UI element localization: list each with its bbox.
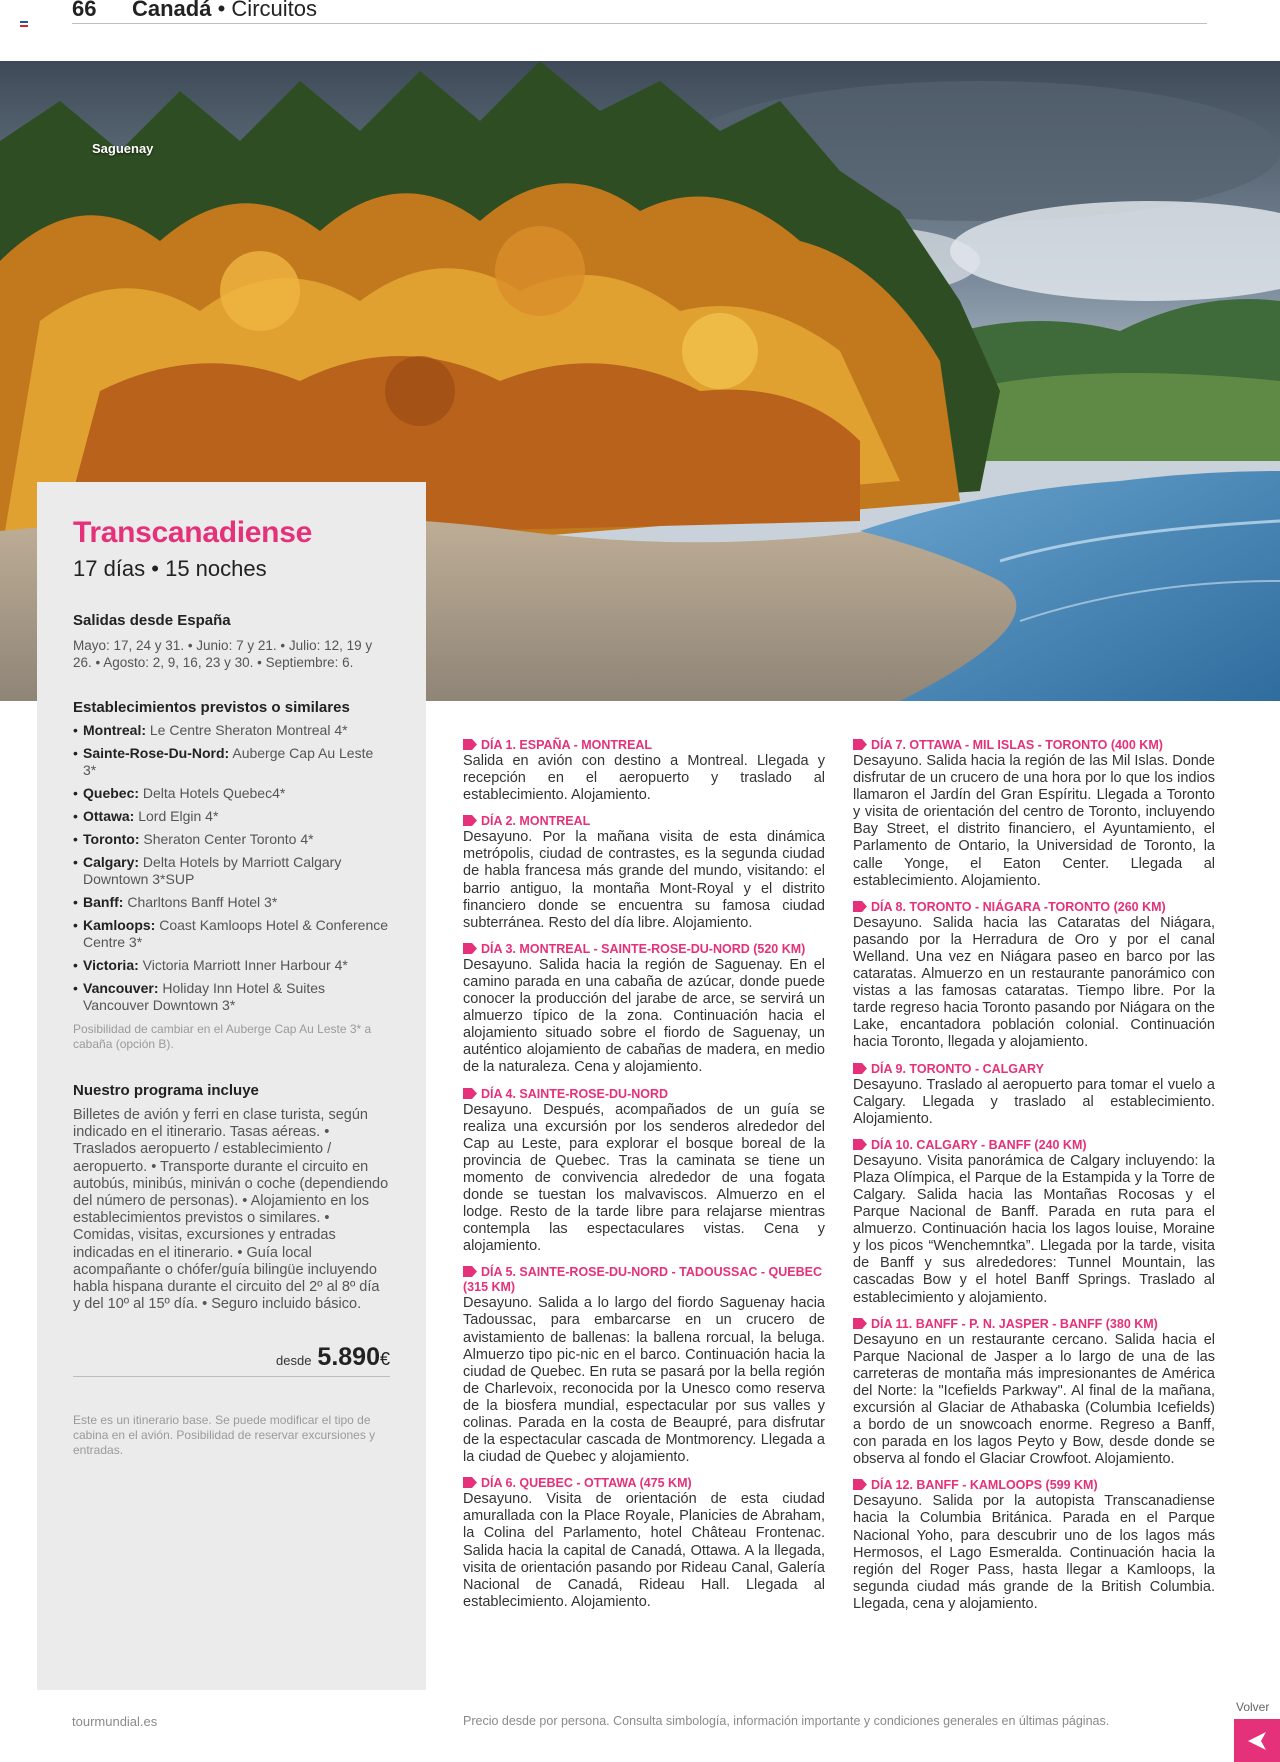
hotel-item: • Sainte-Rose-Du-Nord: Auberge Cap Au Leste 3*	[73, 745, 390, 779]
page-number: 66	[72, 0, 97, 21]
itinerary-day	[463, 1087, 825, 1256]
hotel-item: • Montreal: Le Centre Sheraton Montreal 4*	[73, 722, 390, 739]
itinerary-footnote: Este es un itinerario base. Se puede modificar el tipo de cabina en el avión. Posibilidad de reservar excursiones y entradas.	[73, 1413, 376, 1458]
hotels-heading: Establecimientos previstos o similares	[73, 699, 350, 716]
itinerary-day	[853, 1062, 1215, 1128]
day-description: Desayuno. Salida por la autopista Transcanadiense hacia la Columbia Británica. Parada en el Parque Nacional Yoho, para descubrir uno de los lagos más Hermosos, el Lago Esmeralda. Continuación hacia la región del Roger Pass, hasta llegar a Kamloops, la segunda ciudad más grande de la British Columbia. Llegada, cena y alojamiento.	[853, 1493, 1215, 1612]
hotel-item: • Ottawa: Lord Elgin 4*	[73, 808, 390, 825]
itinerary-day	[853, 900, 1215, 1052]
website-link[interactable]: tourmundial.es	[72, 1714, 158, 1729]
program-heading: Nuestro programa incluye	[73, 1082, 259, 1099]
itinerary-day	[463, 1476, 825, 1611]
day-description: Desayuno. Salida a lo largo del fiordo Saguenay hacia Tadoussac, para embarcarse en un crucero de avistamiento de ballenas: la ballena rorcual, la beluga. Almuerzo tipo pic-nic en el barco. Continuación hacia la ciudad de Quebec. En ruta se pasará por la bella región de Charlevoix, reconocida por la Unesco como reserva de la biosfera mundial, espectacular por sus valles y colinas. Parada en la costa de Beaupré, para disfrutar de la espectacular cascada de Montmorency. Llegada a la ciudad de Quebec y alojamiento.	[463, 1295, 825, 1466]
day-description: Desayuno. Traslado al aeropuerto para tomar el vuelo a Calgary. Llegada y traslado al establecimiento. Alojamiento.	[853, 1076, 1215, 1127]
price-row	[73, 1343, 390, 1377]
price-currency: €	[379, 1349, 390, 1370]
title-separator: •	[211, 0, 232, 21]
day-description: Desayuno. Salida hacia la región de Saguenay. En el camino parada en una cabaña de azúcar, donde puede conocer la producción del jarabe de arce, se servirá un almuerzo típico de la zona. Continuación hacia el alojamiento situado sobre el fiordo de Saguenay, un auténtico alojamiento de cabañas de madera, en medio de la naturaleza. Cena y alojamiento.	[463, 956, 825, 1076]
day-title: DÍA 6. QUEBEC - OTTAWA (475 KM)	[481, 1476, 692, 1491]
day-title: DÍA 4. SAINTE-ROSE-DU-NORD	[481, 1086, 669, 1101]
hotels-list	[73, 722, 390, 1014]
day-description: Desayuno. Salida hacia las Cataratas del Niágara, pasando por la Herradura de Oro y por el canal Welland. Una vez en Niágara paseo en barco por las cataratas. Almuerzo en un restaurante panorámico con vistas a las famosas cataratas. Tiempo libre. Por la tarde regreso hacia Toronto pasando por Niágara on the Lake, encantadora población colonial. Continuación hacia Toronto, llegada y alojamiento.	[853, 914, 1215, 1051]
itinerary-day	[463, 942, 825, 1077]
tour-duration: 17 días • 15 noches	[73, 556, 267, 581]
departures-dates: Mayo: 17, 24 y 31. • Junio: 7 y 21. • Julio: 12, 19 y 26. • Agosto: 2, 9, 16, 23 y 30. • Septiembre: 6.	[73, 638, 373, 670]
day-description: Desayuno. Salida hacia la región de las Mil Islas. Donde disfrutar de un crucero de una hora por lo que los indios llamaron el Jardín del Gran Espíritu. Llegada a Toronto y visita de orientación del centro de Toronto, incluyendo Bay Street, el distrito financiero, el Ayuntamiento, el Parlamento de Ontario, la Universidad de Toronto, la calle Yonge, el Eaton Center. Llegada al establecimiento. Alojamiento.	[853, 753, 1215, 889]
day-title: DÍA 10. CALGARY - BANFF (240 KM)	[871, 1137, 1087, 1152]
itinerary-column-2	[853, 738, 1215, 1623]
itinerary-day	[463, 738, 825, 804]
spain-flag-icon	[20, 21, 28, 27]
day-description: Desayuno. Por la mañana visita de esta dinámica metrópolis, ciudad de contrastes, es la segunda ciudad de habla francesa más grande del mundo, visitando: el barrio antiguo, la montaña Mont-Royal y el distrito financiero donde se encuentra su famosa ciudad subterránea. Resto del día libre. Alojamiento.	[463, 829, 825, 931]
tag-arrow-icon	[463, 739, 477, 750]
tag-arrow-icon	[853, 1063, 867, 1074]
back-button[interactable]	[1234, 1719, 1280, 1762]
hotel-item: • Vancouver: Holiday Inn Hotel & Suites Vancouver Downtown 3*	[73, 980, 390, 1014]
tag-arrow-icon	[853, 1479, 867, 1490]
itinerary-day	[853, 1478, 1215, 1613]
day-title: DÍA 1. ESPAÑA - MONTREAL	[481, 738, 653, 752]
price-prefix: desde	[276, 1353, 312, 1369]
hotel-item: • Victoria: Victoria Marriott Inner Harbour 4*	[73, 957, 390, 974]
itinerary-day	[463, 814, 825, 932]
tag-arrow-icon	[463, 1477, 477, 1488]
itinerary-day	[853, 1317, 1215, 1469]
itinerary-column-1	[463, 738, 825, 1621]
tag-arrow-icon	[853, 739, 867, 750]
hotel-item: • Calgary: Delta Hotels by Marriott Calgary Downtown 3*SUP	[73, 854, 390, 888]
departures-heading: Salidas desde España	[73, 612, 231, 629]
day-description: Salida en avión con destino a Montreal. Llegada y recepción en el aeropuerto y traslado al establecimiento. Alojamiento.	[463, 753, 825, 804]
tag-arrow-icon	[463, 943, 477, 954]
hotel-item: • Banff: Charltons Banff Hotel 3*	[73, 894, 390, 911]
hotels-note: Posibilidad de cambiar en el Auberge Cap Au Leste 3* a cabaña (opción B).	[73, 1022, 372, 1051]
tour-title: Transcanadiense	[73, 516, 312, 549]
day-title: DÍA 11. BANFF - P. N. JASPER - BANFF (380 KM)	[871, 1316, 1158, 1331]
tag-arrow-icon	[463, 1088, 477, 1099]
section-name: Circuitos	[231, 0, 317, 21]
day-description: Desayuno. Después, acompañados de un guía se realiza una excursión por los senderos alrededor del Cap au Leste, para explorar el bosque boreal de la provincia de Quebec. Tras la caminata se tiene un momento de convivencia alrededor de una fogata donde se tuestan los malvaviscos. Almuerzo en el lodge. Resto de la tarde libre para relajarse mientras contempla las espectaculares vistas. Cena y alojamiento.	[463, 1101, 825, 1255]
tag-arrow-icon	[463, 815, 477, 826]
page-header	[72, 0, 1207, 24]
price-value: 5.890	[317, 1343, 380, 1372]
itinerary-day	[463, 1265, 825, 1466]
hotel-item: • Quebec: Delta Hotels Quebec4*	[73, 785, 390, 802]
day-description: Desayuno. Visita panorámica de Calgary incluyendo: la Plaza Olímpica, el Parque de la Estampida y la Torre de Calgary. Salida hacia las Montañas Rocosas y el Parque Nacional de Banff. Parada en ruta para el almuerzo. Continuación hacia los lagos louise, Moraine y los picos “Wenchemntka”. Llegada por la tarde, visita de Banff y sus alrededores: Tunnel Mountain, las cascadas Bow y el hotel Banff Springs. Traslado al establecimiento y alojamiento.	[853, 1152, 1215, 1306]
price-disclaimer: Precio desde por persona. Consulta simbología, información importante y condiciones generales en últimas páginas.	[463, 1714, 1110, 1728]
photo-location-label: Saguenay	[92, 141, 154, 156]
day-title: DÍA 2. MONTREAL	[481, 814, 591, 829]
day-title: DÍA 8. TORONTO - NIÁGARA -TORONTO (260 KM)	[871, 899, 1166, 914]
tag-arrow-icon	[853, 901, 867, 912]
tour-info-panel	[37, 482, 426, 1690]
section-title	[132, 0, 317, 22]
itinerary-day	[853, 1138, 1215, 1307]
itinerary-day	[853, 738, 1215, 890]
day-title: DÍA 12. BANFF - KAMLOOPS (599 KM)	[871, 1478, 1098, 1493]
day-title: DÍA 5. SAINTE-ROSE-DU-NORD - TADOUSSAC - QUEBEC (315 KM)	[463, 1265, 822, 1295]
program-includes-text: Billetes de avión y ferri en clase turista, según indicado en el itinerario. Tasas aéreas. • Traslados aeropuerto / establecimiento / aeropuerto. • Transporte durante el circuito en autobús, minibús, miniván o coche (dependiendo del número de personas). • Alojamiento en los establecimientos previstos o similares. • Comidas, visitas, excursiones y entradas indicadas en el itinerario. • Guía local acompañante o chófer/guía bilingüe incluyendo habla hispana durante el circuito del 2º al 8º día y del 10º al 15º día. • Seguro incluido básico.	[73, 1107, 389, 1313]
country-name: Canadá	[132, 0, 212, 21]
day-description: Desayuno en un restaurante cercano. Salida hacia el Parque Nacional de Jasper a lo largo de una de las carreteras de montaña más impresionantes de América del Norte: la "Icefields Parkway". Al final de la mañana, excursión al Glaciar de Athabaska (Columbia Icefields) a bordo de un snowcoach enorme. Regreso a Banff, con parada en los lagos Peyto y Bow, desde donde se observa al fondo el Glaciar Crowfoot. Alojamiento.	[853, 1331, 1215, 1468]
back-label: Volver	[1236, 1700, 1270, 1714]
day-title: DÍA 9. TORONTO - CALGARY	[871, 1061, 1044, 1076]
hotel-item: • Toronto: Sheraton Center Toronto 4*	[73, 831, 390, 848]
day-title: DÍA 7. OTTAWA - MIL ISLAS - TORONTO (400 KM)	[871, 738, 1163, 752]
tag-arrow-icon	[853, 1139, 867, 1150]
tag-arrow-icon	[853, 1318, 867, 1329]
hotel-item: • Kamloops: Coast Kamloops Hotel & Conference Centre 3*	[73, 917, 390, 951]
tag-arrow-icon	[463, 1266, 477, 1277]
back-arrow-icon	[1246, 1730, 1268, 1752]
day-description: Desayuno. Visita de orientación de esta ciudad amurallada con la Place Royale, Planicies de Abraham, la Colina del Parlamento, hotel Château Frontenac. Salida hacia la capital de Canadá, Ottawa. A la llegada, visita de orientación pasando por Rideau Canal, Galería Nacional de Canadá, Rideau Hall. Llegada al establecimiento. Alojamiento.	[463, 1491, 825, 1610]
day-title: DÍA 3. MONTREAL - SAINTE-ROSE-DU-NORD (520 KM)	[481, 941, 806, 956]
